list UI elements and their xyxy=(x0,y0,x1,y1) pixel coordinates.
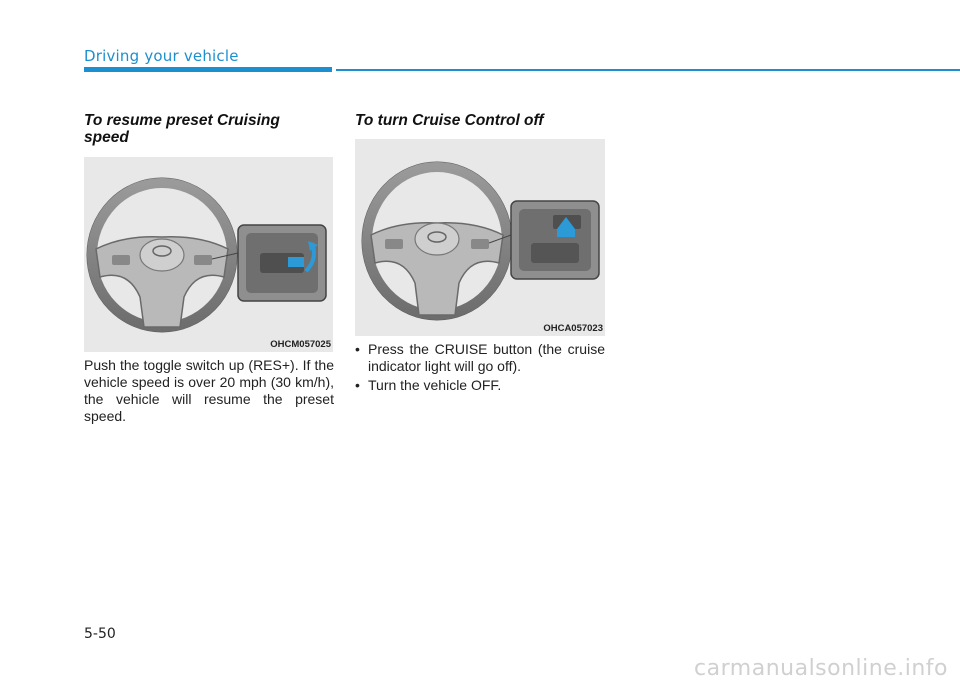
bullet-icon: • xyxy=(355,377,360,393)
figure-cruise-off xyxy=(355,139,605,336)
list-item-text: Press the CRUISE button (the cruise indicator light will go off). xyxy=(368,341,605,374)
page-number: 5-50 xyxy=(84,626,116,642)
heading-turn-off: To turn Cruise Control off xyxy=(355,112,544,129)
heading-resume-speed: To resume preset Cruising speed xyxy=(84,112,280,146)
list-item xyxy=(355,341,605,375)
steering-wheel-illustration xyxy=(84,157,333,352)
resume-speed-text: Push the toggle switch up (RES+). If the vehicle speed is over 20 mph (30 km/h), the vehicle will resume the preset speed. xyxy=(84,357,334,424)
section-title: Driving your vehicle xyxy=(84,47,239,65)
list-item xyxy=(355,377,605,394)
bullet-icon: • xyxy=(355,341,360,357)
figure-code: OHCM057025 xyxy=(270,339,331,350)
figure-code: OHCA057023 xyxy=(543,323,603,334)
figure-resume-speed xyxy=(84,157,333,352)
watermark: carmanualsonline.info xyxy=(694,656,948,681)
header-rule-thin xyxy=(336,69,960,71)
list-item-text: Turn the vehicle OFF. xyxy=(368,377,502,393)
steering-wheel-illustration xyxy=(355,139,605,336)
header-rule-thick xyxy=(84,67,332,72)
cruise-off-steps xyxy=(355,341,605,396)
